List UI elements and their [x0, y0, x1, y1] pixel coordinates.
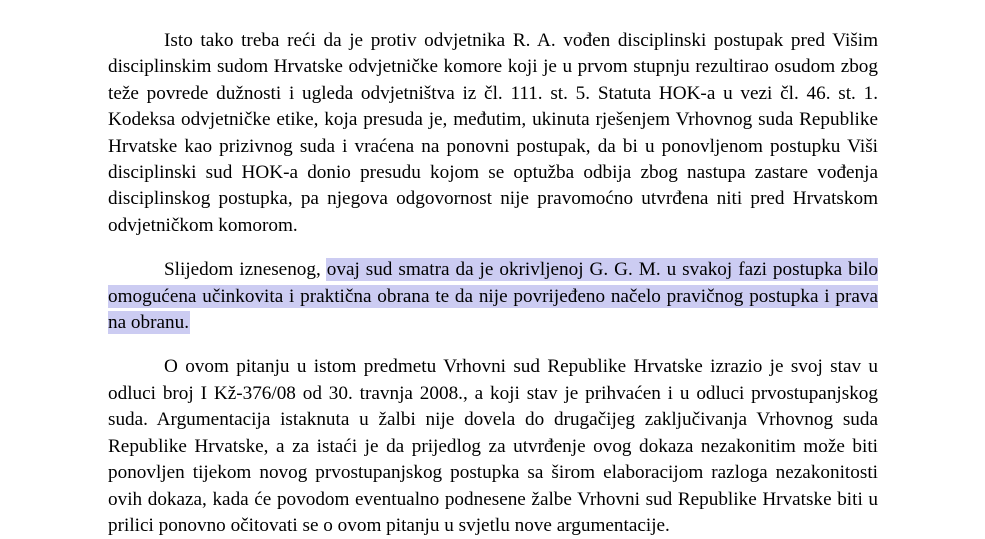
paragraph-lead-text: Slijedom iznesenog, [164, 259, 327, 281]
paragraph-court-opinion [108, 257, 878, 336]
paragraph-disciplinary-proceeding: Isto tako treba reći da je protiv odvjetnika R. A. vođen disciplinski postupak pred Višim disciplinskim sudom Hrvatske odvjetničke komore koji je u prvom stupnju rezultirao osudom zbog teže povrede dužnosti i ugleda odvjetništva iz čl. 111. st. 5. Statuta HOK-a u vezi čl. 46. st. 1. Kodeksa odvjetničke etike, koja presuda je, međutim, ukinuta rješenjem Vrhovnog suda Republike Hrvatske kao prizivnog suda i vraćena na ponovni postupak, da bi u ponovljenom postupku Viši disciplinski sud HOK-a donio presudu kojom se optužba odbija zbog nastupa zastare vođenja disciplinskog postupka, pa njegova odgovornost nije pravomoćno utvrđena niti pred Hrvatskom odvjetničkom komorom. [108, 30, 878, 236]
paragraph-supreme-court-decision: O ovom pitanju u istom predmetu Vrhovni sud Republike Hrvatske izrazio je svoj stav u odluci broj I Kž-376/08 od 30. travnja 2008., a koji stav je prihvaćen i u odluci prvostupanjskog suda. Argumentacija istaknuta u žalbi nije dovela do drugačijeg zaključivanja Vrhovnog suda Republike Hrvatske, a za istaći je da prijedlog za utvrđenje ovog dokaza nezakonitim može biti ponovljen tijekom novog prvostupanjskog postupka sa širom elaboracijom razloga nezakonitosti ovih dokaza, kada će povodom eventualno podnesene žalbe Vrhovni sud Republike Hrvatske biti u prilici ponovno očitovati se o ovom pitanju u svjetlu nove argumentacije. [108, 356, 878, 536]
highlighted-text: ovaj sud smatra da je okrivljenoj G. G. M. u svakoj fazi postupka bilo omogućena učinkovita i praktična obrana te da nije povrijeđeno načelo pravičnog postupka i prava na obranu. [108, 259, 879, 334]
document-body [108, 28, 878, 539]
